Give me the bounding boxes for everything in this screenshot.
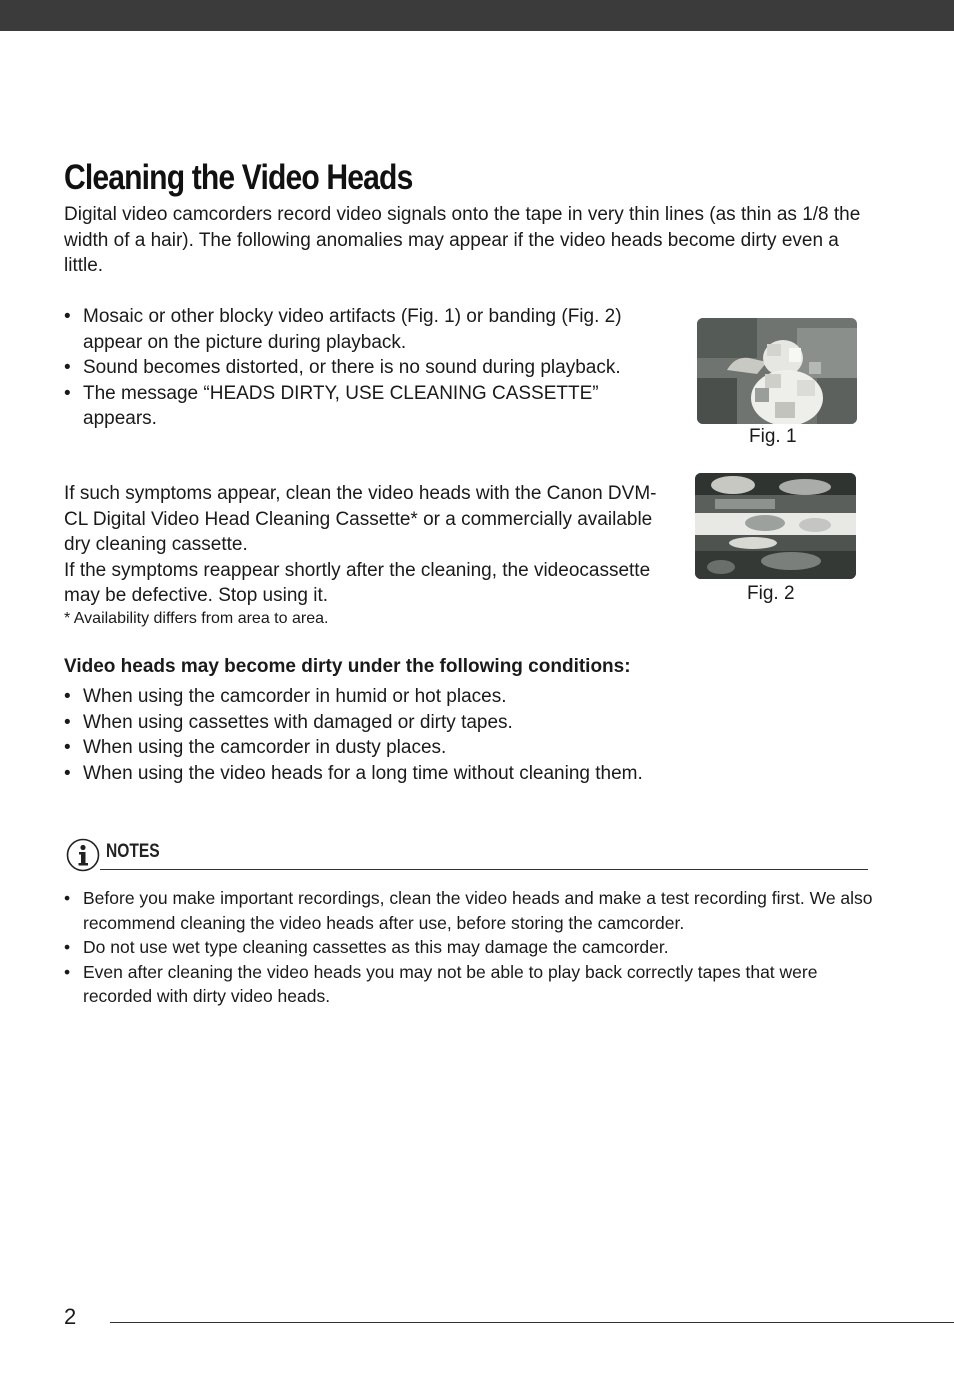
- instruction-line: If the symptoms reappear shortly after the cleaning, the videocassette may be defective. Stop using it.: [64, 559, 651, 606]
- list-item: • Before you make important recordings, clean the video heads and make a test recording first. We also recommend cleaning the video heads after use, before storing the camcorder.: [64, 886, 874, 935]
- list-item: • Even after cleaning the video heads you may not be able to play back correctly tapes that were recorded with dirty video heads.: [64, 960, 874, 1009]
- banding-artifact-photo: [695, 473, 856, 579]
- notes-heading: NOTES: [106, 841, 160, 862]
- list-item: • Sound becomes distorted, or there is no sound during playback.: [64, 355, 664, 381]
- list-item: • The message “HEADS DIRTY, USE CLEANING CASSETTE” appears.: [64, 381, 664, 432]
- instruction-line: If such symptoms appear, clean the video heads with the Canon DVM-CL Digital Video Head Cleaning Cassette* or a commercially available dry cleaning cassette.: [64, 483, 657, 555]
- instruction-paragraph: [64, 481, 664, 609]
- list-item: • When using the camcorder in humid or hot places.: [64, 684, 884, 710]
- conditions-list: [64, 684, 884, 786]
- figure-caption: Fig. 1: [749, 426, 797, 447]
- list-item: • Do not use wet type cleaning cassettes as this may damage the camcorder.: [64, 935, 874, 960]
- list-item: • When using the video heads for a long time without cleaning them.: [64, 761, 884, 787]
- page-number: 2: [64, 1304, 77, 1329]
- header-bar: [0, 0, 954, 31]
- notes-divider: [100, 869, 868, 870]
- info-icon: [66, 838, 100, 872]
- list-item: • When using cassettes with damaged or dirty tapes.: [64, 710, 884, 736]
- footer-divider: [110, 1322, 954, 1323]
- symptom-list: [64, 304, 664, 432]
- intro-paragraph: Digital video camcorders record video signals onto the tape in very thin lines (as thin as 1/8 the width of a hair). The following anomalies may appear if the video heads become dirty even a little.: [64, 204, 861, 276]
- list-item: • Mosaic or other blocky video artifacts (Fig. 1) or banding (Fig. 2) appear on the picture during playback.: [64, 304, 664, 355]
- footnote: * Availability differs from area to area.: [64, 610, 329, 627]
- mosaic-artifact-photo: [697, 318, 857, 424]
- list-item: • When using the camcorder in dusty places.: [64, 735, 884, 761]
- page-title: Cleaning the Video Heads: [64, 158, 413, 197]
- figure-caption: Fig. 2: [747, 583, 795, 604]
- conditions-heading: Video heads may become dirty under the following conditions:: [64, 656, 631, 677]
- notes-list: [64, 886, 874, 1009]
